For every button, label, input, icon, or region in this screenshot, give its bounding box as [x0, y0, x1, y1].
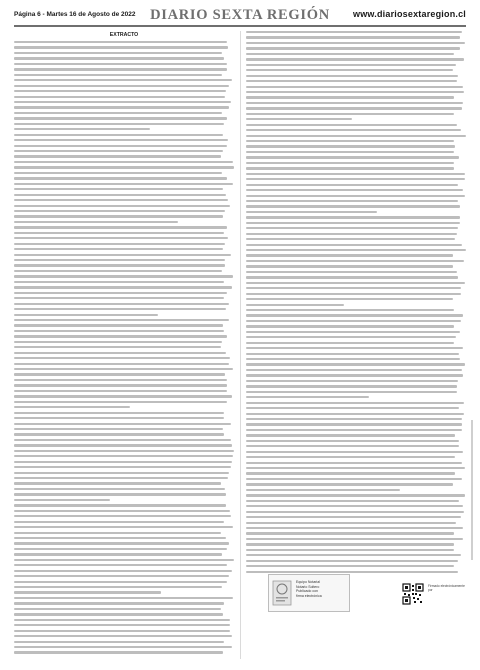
text-line — [246, 511, 464, 513]
text-line — [14, 106, 229, 108]
text-line — [14, 423, 231, 425]
text-line — [246, 342, 454, 344]
text-line — [246, 402, 464, 404]
text-line — [246, 151, 454, 153]
text-line — [14, 319, 229, 321]
text-line — [14, 150, 223, 152]
text-line — [246, 413, 464, 415]
text-line — [14, 651, 223, 653]
text-line — [14, 401, 227, 403]
text-line — [14, 188, 223, 190]
text-line — [246, 440, 459, 442]
text-line — [14, 515, 231, 517]
text-line — [246, 320, 461, 322]
text-line — [14, 74, 222, 76]
text-line — [14, 368, 233, 370]
text-line — [246, 238, 455, 240]
text-line — [246, 456, 455, 458]
text-line — [14, 270, 222, 272]
text-line — [246, 200, 458, 202]
text-line — [14, 597, 233, 599]
text-line — [246, 42, 465, 44]
text-line — [14, 85, 229, 87]
text-line — [14, 482, 221, 484]
text-line — [246, 532, 454, 534]
text-line — [246, 374, 463, 376]
text-line — [246, 560, 458, 562]
text-line — [14, 641, 224, 643]
text-line — [246, 325, 454, 327]
text-line — [246, 184, 458, 186]
text-line — [14, 117, 227, 119]
text-line — [246, 358, 460, 360]
text-line — [246, 298, 453, 300]
text-line — [14, 215, 223, 217]
text-line — [14, 139, 228, 141]
text-line — [246, 58, 464, 60]
text-line — [14, 461, 232, 463]
text-line — [14, 630, 230, 632]
page-header — [14, 9, 466, 23]
text-line — [14, 112, 222, 114]
text-line — [14, 444, 232, 446]
text-line — [246, 113, 454, 115]
text-line — [246, 233, 457, 235]
text-line — [14, 613, 223, 615]
text-line — [14, 510, 230, 512]
text-line — [246, 478, 462, 480]
text-line — [246, 254, 453, 256]
text-line — [246, 227, 458, 229]
text-line — [246, 129, 461, 131]
text-line — [14, 412, 224, 414]
text-line — [14, 308, 226, 310]
text-line — [14, 542, 229, 544]
text-line — [14, 68, 227, 70]
text-line — [14, 177, 227, 179]
text-line — [246, 276, 458, 278]
text-line — [246, 543, 454, 545]
vertical-margin-note — [469, 420, 475, 560]
text-line — [14, 570, 232, 572]
text-line — [14, 602, 224, 604]
text-line — [246, 162, 454, 164]
text-line — [246, 53, 454, 55]
text-line — [14, 237, 228, 239]
text-line — [246, 462, 462, 464]
text-line — [246, 124, 457, 126]
text-line — [14, 324, 223, 326]
text-line — [246, 391, 457, 393]
text-line — [14, 232, 224, 234]
text-line — [246, 244, 462, 246]
text-line — [14, 101, 231, 103]
text-line — [14, 575, 229, 577]
text-line — [246, 407, 459, 409]
text-line — [246, 36, 460, 38]
text-line — [246, 500, 459, 502]
text-line — [246, 31, 462, 33]
text-line — [246, 47, 460, 49]
text-line — [246, 445, 459, 447]
text-line — [14, 297, 224, 299]
text-line — [14, 303, 229, 305]
text-line — [246, 505, 463, 507]
text-line — [246, 178, 465, 180]
text-line — [14, 254, 231, 256]
text-line — [14, 417, 224, 419]
text-line — [14, 161, 233, 163]
text-line — [14, 532, 221, 534]
text-line — [14, 472, 229, 474]
text-line — [246, 527, 463, 529]
text-line — [14, 221, 178, 223]
text-line — [14, 286, 232, 288]
text-line — [246, 538, 463, 540]
notary-seal-box — [268, 574, 350, 612]
text-line — [14, 314, 158, 316]
qr-caption: Firmado electrónicamente por — [428, 584, 465, 592]
text-line — [246, 260, 464, 262]
text-line — [246, 353, 459, 355]
text-line — [14, 346, 221, 348]
text-line — [14, 406, 130, 408]
text-line — [246, 205, 460, 207]
text-line — [246, 571, 458, 573]
text-line — [14, 57, 224, 59]
text-line — [246, 69, 453, 71]
text-line — [14, 357, 230, 359]
text-line — [14, 172, 222, 174]
column-divider — [240, 31, 241, 659]
seal-line-1: Equipo Notarial — [296, 580, 320, 584]
text-line — [246, 451, 463, 453]
text-line — [14, 450, 234, 452]
text-line — [246, 434, 455, 436]
text-line — [14, 493, 226, 495]
text-line — [14, 341, 222, 343]
text-line — [246, 489, 400, 491]
seal-line-3: Publicado con — [296, 589, 318, 594]
text-line — [246, 107, 462, 109]
text-line — [246, 363, 465, 365]
text-line — [246, 96, 454, 98]
text-line — [246, 195, 465, 197]
left-column — [14, 31, 234, 39]
text-line — [14, 226, 227, 228]
text-line — [246, 331, 460, 333]
text-line — [14, 455, 233, 457]
text-line — [246, 309, 454, 311]
header-rule — [14, 25, 466, 27]
text-line — [246, 565, 454, 567]
text-line — [14, 281, 224, 283]
text-line — [14, 41, 227, 43]
text-line — [246, 167, 454, 169]
text-line — [14, 537, 226, 539]
text-line — [246, 293, 461, 295]
text-line — [246, 249, 466, 251]
text-line — [246, 418, 462, 420]
text-line — [246, 135, 466, 137]
text-line — [14, 581, 227, 583]
text-line — [14, 488, 225, 490]
text-line — [14, 183, 233, 185]
extract-heading: EXTRACTO — [109, 32, 139, 38]
text-line — [14, 395, 232, 397]
text-line — [246, 304, 344, 306]
text-line — [246, 336, 456, 338]
text-line — [246, 385, 457, 387]
text-line — [14, 553, 222, 555]
text-line — [14, 134, 223, 136]
text-line — [14, 330, 224, 332]
text-line — [14, 46, 228, 48]
text-line — [246, 145, 455, 147]
text-line — [14, 624, 230, 626]
seal-line-2: Notario Soltero — [296, 584, 320, 589]
text-line — [14, 373, 225, 375]
text-line — [14, 292, 227, 294]
text-line — [246, 140, 454, 142]
text-line — [14, 439, 231, 441]
text-line — [246, 380, 458, 382]
text-line — [14, 199, 228, 201]
qr-code-icon[interactable] — [402, 583, 424, 605]
text-line — [14, 194, 226, 196]
text-line — [14, 504, 226, 506]
text-line — [246, 75, 458, 77]
text-line — [246, 396, 369, 398]
text-line — [246, 282, 465, 284]
text-line — [14, 352, 226, 354]
seal-line-4: firma electrónica — [296, 593, 322, 598]
text-line — [246, 80, 457, 82]
text-line — [14, 521, 224, 523]
text-line — [14, 123, 224, 125]
text-line — [246, 494, 465, 496]
text-line — [246, 429, 462, 431]
text-line — [14, 243, 225, 245]
website-link[interactable]: www.diariosextaregion.cl — [353, 9, 466, 19]
text-line — [14, 96, 225, 98]
page-info: Página 6 - Martes 16 de Agosto de 2022 — [14, 11, 136, 18]
text-line — [14, 155, 221, 157]
text-line — [14, 564, 227, 566]
text-line — [14, 52, 222, 54]
text-line — [14, 79, 232, 81]
text-line — [14, 428, 223, 430]
text-line — [246, 64, 456, 66]
text-line — [246, 314, 463, 316]
text-line — [246, 271, 457, 273]
text-line — [246, 347, 463, 349]
text-line — [246, 189, 463, 191]
text-line — [246, 86, 463, 88]
text-line — [246, 91, 464, 93]
masthead: DIARIO SEXTA REGIÓN — [150, 7, 330, 23]
seal-text — [296, 580, 346, 598]
text-line — [14, 145, 227, 147]
text-line — [14, 477, 228, 479]
text-line — [246, 522, 456, 524]
text-line — [246, 102, 463, 104]
text-line — [14, 128, 150, 130]
text-line — [14, 166, 234, 168]
text-line — [14, 90, 226, 92]
text-line — [246, 467, 465, 469]
text-line — [246, 265, 453, 267]
text-line — [246, 222, 460, 224]
text-line — [246, 472, 455, 474]
text-line — [246, 216, 460, 218]
text-line — [246, 173, 465, 175]
text-line — [246, 287, 461, 289]
text-line — [14, 608, 221, 610]
text-line — [14, 248, 223, 250]
text-line — [14, 526, 233, 528]
text-line — [14, 591, 161, 593]
text-line — [14, 646, 232, 648]
notary-seal-icon — [272, 580, 292, 606]
text-line — [246, 549, 454, 551]
text-line — [14, 363, 229, 365]
text-line — [14, 635, 232, 637]
text-line — [14, 499, 110, 501]
text-line — [14, 548, 227, 550]
text-line — [14, 264, 225, 266]
text-line — [14, 335, 227, 337]
text-line — [246, 516, 461, 518]
text-line — [14, 390, 227, 392]
text-line — [246, 118, 352, 120]
text-line — [246, 483, 453, 485]
text-line — [14, 379, 227, 381]
text-line — [246, 156, 459, 158]
text-line — [14, 433, 224, 435]
text-line — [246, 211, 377, 213]
text-line — [14, 63, 227, 65]
text-line — [14, 619, 230, 621]
text-line — [246, 423, 462, 425]
text-line — [14, 384, 227, 386]
text-line — [14, 275, 233, 277]
text-line — [14, 259, 225, 261]
text-line — [246, 369, 462, 371]
text-line — [14, 210, 225, 212]
text-line — [14, 466, 231, 468]
text-line — [14, 586, 222, 588]
text-line — [14, 559, 234, 561]
text-line — [14, 205, 230, 207]
text-line — [246, 554, 461, 556]
